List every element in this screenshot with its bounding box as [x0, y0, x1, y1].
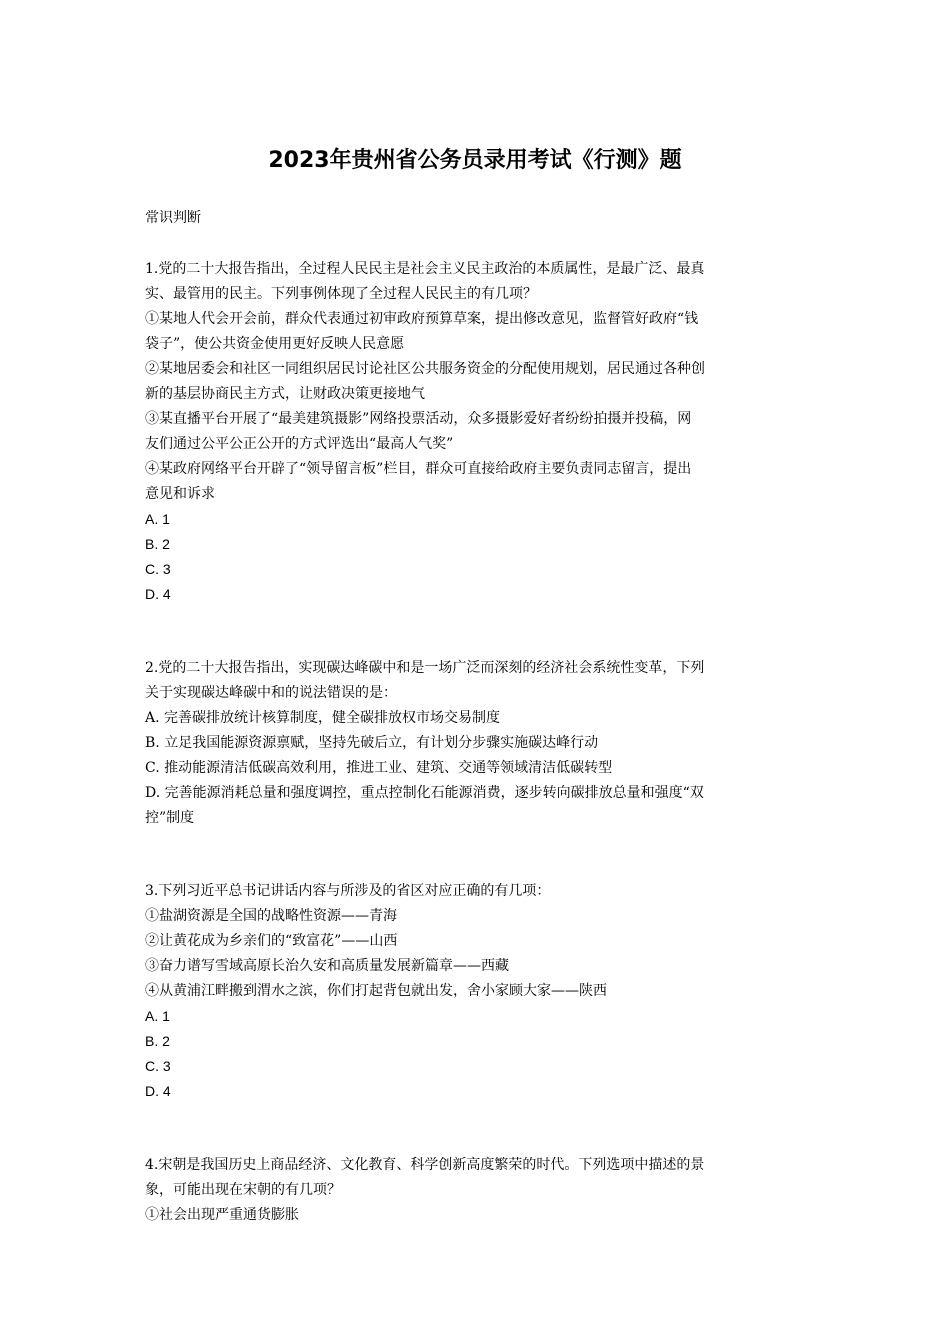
question-line: 2.党的二十大报告指出，实现碳达峰碳中和是一场广泛而深刻的经济社会系统性变革，下列	[145, 660, 705, 676]
question-line: ④某政府网络平台开辟了“领导留言板”栏目，群众可直接给政府主要负责同志留言，提出	[145, 461, 692, 477]
question-line: ①盐湖资源是全国的战略性资源——青海	[145, 908, 397, 924]
answer-option-d: D. 完善能源消耗总量和强度调控，重点控制化石能源消费，逐步转向碳排放总量和强度“双	[145, 785, 704, 801]
question-line: 1.党的二十大报告指出，全过程人民民主是社会主义民主政治的本质属性，是最广泛、最真	[145, 261, 705, 277]
answer-option-a: A. 1	[145, 1008, 170, 1024]
question-line: ③某直播平台开展了“最美建筑摄影”网络投票活动，众多摄影爱好者纷纷拍摄并投稿，网	[145, 411, 692, 427]
answer-option-b: B. 2	[145, 536, 170, 552]
question-line: 新的基层协商民主方式，让财政决策更接地气	[145, 386, 425, 402]
question-line: 象，可能出现在宋朝的有几项？	[145, 1182, 341, 1198]
answer-option-a: A. 1	[145, 511, 170, 527]
answer-option-d-continued: 控”制度	[145, 810, 195, 826]
answer-option-b: B. 2	[145, 1033, 170, 1049]
question-line: 实、最管用的民主。下列事例体现了全过程人民民主的有几项？	[145, 286, 537, 302]
question-line: ①某地人代会开会前，群众代表通过初审政府预算草案，提出修改意见，监督管好政府“钱	[145, 311, 699, 327]
question-line: 意见和诉求	[145, 486, 215, 502]
question-line: ①社会出现严重通货膨胀	[145, 1207, 299, 1223]
question-4	[145, 1153, 810, 1228]
question-line: ②某地居委会和社区一同组织居民讨论社区公共服务资金的分配使用规划，居民通过各种创	[145, 361, 705, 377]
question-line: 袋子”，使公共资金使用更好反映人民意愿	[145, 336, 405, 352]
question-line: 友们通过公平公正公开的方式评选出“最高人气奖”	[145, 436, 454, 452]
answer-option-d: D. 4	[145, 586, 171, 602]
answer-option-d: D. 4	[145, 1083, 171, 1099]
question-line: 4.宋朝是我国历史上商品经济、文化教育、科学创新高度繁荣的时代。下列选项中描述的景	[145, 1157, 705, 1173]
answer-option-b: B. 立足我国能源资源禀赋，坚持先破后立，有计划分步骤实施碳达峰行动	[145, 735, 599, 751]
question-line: ③奋力谱写雪域高原长治久安和高质量发展新篇章——西藏	[145, 958, 509, 974]
question-line: ④从黄浦江畔搬到渭水之滨，你们打起背包就出发，舍小家顾大家——陕西	[145, 983, 607, 999]
document-title: 2023年贵州省公务员录用考试《行测》题	[268, 148, 682, 173]
answer-option-c: C. 3	[145, 561, 171, 577]
answer-option-c: C. 推动能源清洁低碳高效利用，推进工业、建筑、交通等领域清洁低碳转型	[145, 760, 613, 776]
answer-option-a: A. 完善碳排放统计核算制度，健全碳排放权市场交易制度	[145, 710, 501, 726]
question-3	[145, 879, 810, 1104]
section-heading: 常识判断	[145, 210, 201, 226]
question-line: ②让黄花成为乡亲们的“致富花”——山西	[145, 933, 398, 949]
question-line: 3.下列习近平总书记讲话内容与所涉及的省区对应正确的有几项：	[145, 883, 551, 899]
answer-option-c: C. 3	[145, 1058, 171, 1074]
question-line: 关于实现碳达峰碳中和的说法错误的是：	[145, 685, 397, 701]
question-1	[145, 257, 810, 607]
question-2	[145, 656, 810, 831]
